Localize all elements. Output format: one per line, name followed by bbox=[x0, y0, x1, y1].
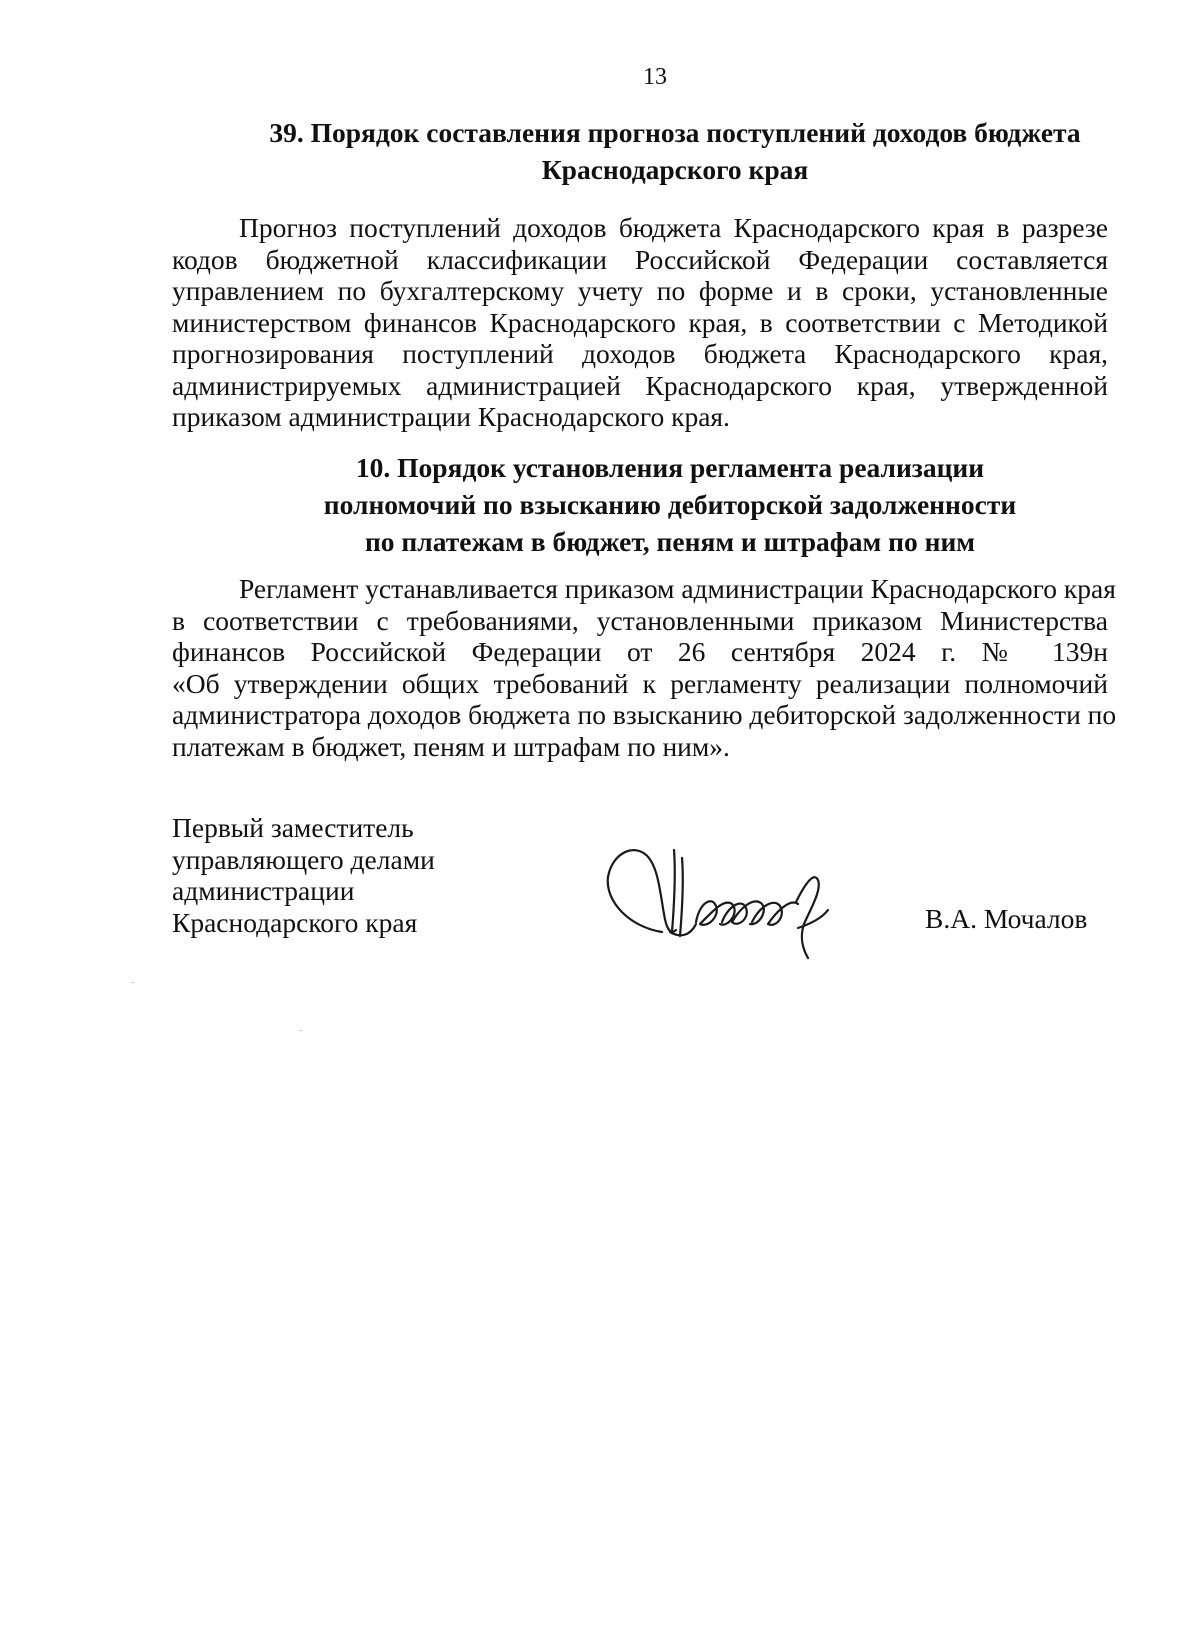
paragraph-line: Регламент устанавливается приказом администрации Краснодарского края bbox=[239, 573, 1116, 604]
position-line: управляющего делами bbox=[172, 843, 435, 875]
section-10-paragraph bbox=[172, 573, 1117, 762]
section-39-heading bbox=[175, 114, 1175, 188]
page-number: 13 bbox=[643, 64, 667, 90]
paragraph-line: министерством финансов Краснодарского края, в соответствии с Методикой bbox=[172, 306, 1108, 338]
heading-line: Краснодарского края bbox=[541, 154, 809, 185]
paragraph-line: кодов бюджетной классификации Российской Федерации составляется bbox=[172, 243, 1108, 275]
position-line: Первый заместитель bbox=[172, 812, 414, 843]
paragraph-line: прогнозирования поступлений доходов бюджета Краснодарского края, bbox=[172, 338, 1108, 369]
paragraph-line: приказом администрации Краснодарского края. bbox=[172, 401, 730, 432]
heading-line: 39. Порядок составления прогноза поступлений доходов бюджета bbox=[269, 117, 1081, 148]
position-line: Краснодарского края bbox=[172, 906, 418, 938]
position-line: администрации bbox=[172, 875, 355, 906]
paragraph-line: в соответствии с требованиями, установленными приказом Министерства bbox=[172, 604, 1108, 636]
paragraph-line: финансов Российской Федерации от 26 сентября 2024 г. № 139н bbox=[172, 636, 1108, 667]
scan-speck bbox=[132, 982, 134, 983]
section-10-heading bbox=[170, 449, 1170, 560]
section-39-paragraph bbox=[172, 212, 1108, 433]
signatory-position bbox=[172, 812, 435, 938]
heading-line: по платежам в бюджет, пеням и штрафам по ним bbox=[364, 526, 976, 557]
paragraph-line: платежам в бюджет, пеням и штрафам по ним». bbox=[172, 730, 730, 762]
signatory-name: В.А. Мочалов bbox=[925, 903, 1088, 934]
handwritten-signature bbox=[600, 832, 850, 962]
scan-speck bbox=[300, 1030, 302, 1031]
heading-line: полномочий по взысканию дебиторской задолженности bbox=[323, 489, 1017, 520]
paragraph-line: администратора доходов бюджета по взысканию дебиторской задолженности по bbox=[172, 699, 1117, 730]
paragraph-line: Прогноз поступлений доходов бюджета Краснодарского края в разрезе bbox=[239, 212, 1108, 243]
paragraph-line: управлением по бухгалтерскому учету по форме и в сроки, установленные bbox=[172, 275, 1108, 306]
paragraph-line: «Об утверждении общих требований к регламенту реализации полномочий bbox=[172, 667, 1108, 699]
heading-line: 10. Порядок установления регламента реализации bbox=[355, 452, 985, 483]
paragraph-line: администрируемых администрацией Краснодарского края, утвержденной bbox=[172, 369, 1108, 401]
